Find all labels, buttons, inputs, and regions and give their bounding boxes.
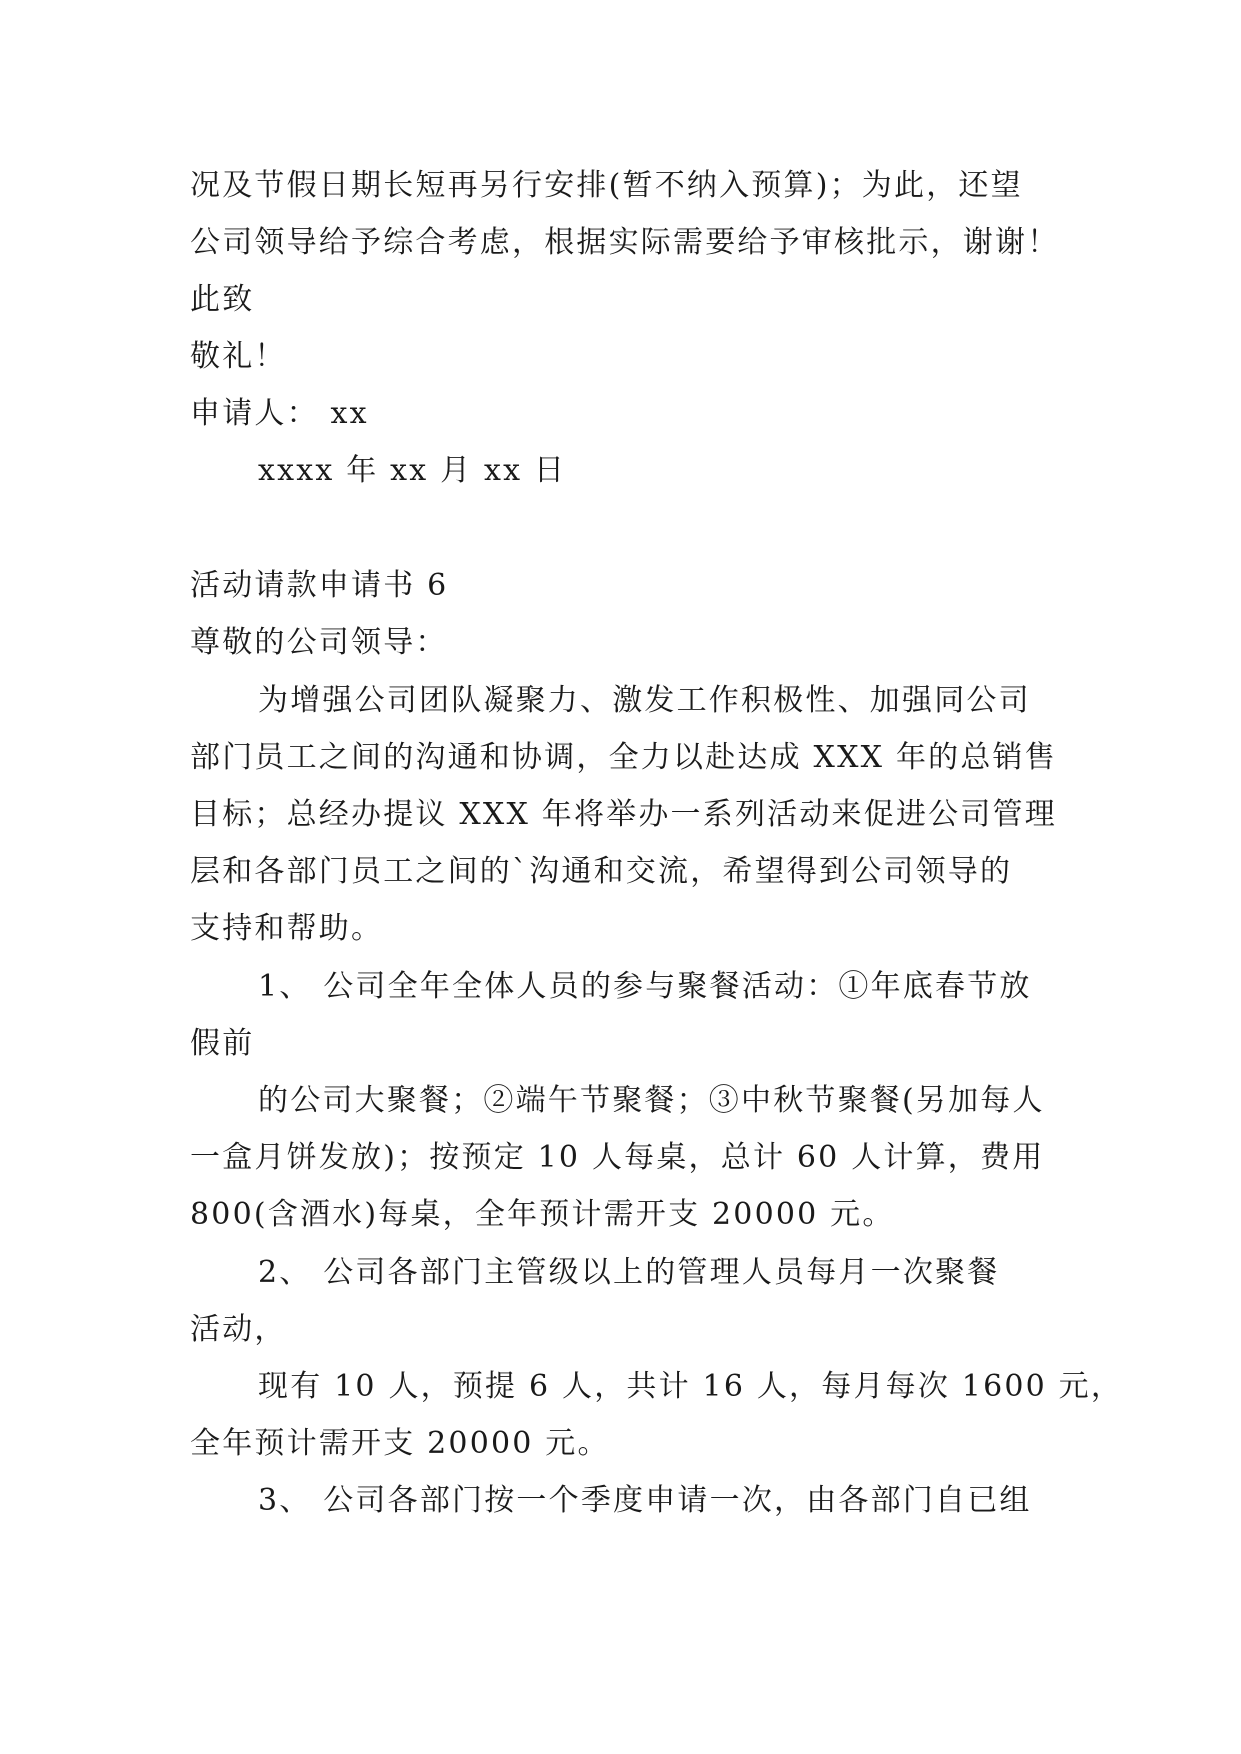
body-text-line: 部门员工之间的沟通和协调，全力以赴达成 XXX 年的总销售 [190, 740, 1057, 775]
list-item-3: 3、 公司各部门按一个季度申请一次，由各部门自已组 [258, 1483, 1032, 1518]
date-line: xxxx 年 xx 月 xx 日 [258, 453, 567, 488]
body-text-line: 公司领导给予综合考虑，根据实际需要给予审核批示，谢谢！ [190, 225, 1060, 260]
body-text-line: 800(含酒水)每桌，全年预计需开支 20000 元。 [190, 1197, 895, 1232]
greeting: 尊敬的公司领导： [190, 625, 448, 660]
body-text-line: 现有 10 人，预提 6 人，共计 16 人，每月每次 1600 元， [258, 1369, 1124, 1404]
body-text-line: 的公司大聚餐；②端午节聚餐；③中秋节聚餐(另加每人 [258, 1083, 1045, 1118]
closing-salutation: 此致 [190, 282, 255, 317]
body-text-line: 为增强公司团队凝聚力、激发工作积极性、加强同公司 [258, 683, 1031, 718]
list-item-1: 1、 公司全年全体人员的参与聚餐活动：①年底春节放 [258, 969, 1032, 1004]
body-text-line: 假前 [190, 1026, 255, 1061]
body-text-line: 一盒月饼发放)；按预定 10 人每桌，总计 60 人计算，费用 [190, 1140, 1045, 1175]
closing-regards: 敬礼！ [190, 339, 287, 374]
body-text-line: 全年预计需开支 20000 元。 [190, 1426, 610, 1461]
list-item-2: 2、 公司各部门主管级以上的管理人员每月一次聚餐 [258, 1255, 1000, 1290]
body-text-line: 目标；总经办提议 XXX 年将举办一系列活动来促进公司管理 [190, 797, 1057, 832]
body-text-line: 况及节假日期长短再另行安排(暂不纳入预算)；为此，还望 [190, 168, 1023, 203]
body-text-line: 活动， [190, 1312, 287, 1347]
body-text-line: 支持和帮助。 [190, 911, 384, 946]
applicant-line: 申请人： xx [190, 396, 369, 431]
section-title: 活动请款申请书 6 [190, 568, 449, 603]
body-text-line: 层和各部门员工之间的`沟通和交流，希望得到公司领导的 [190, 854, 1013, 889]
